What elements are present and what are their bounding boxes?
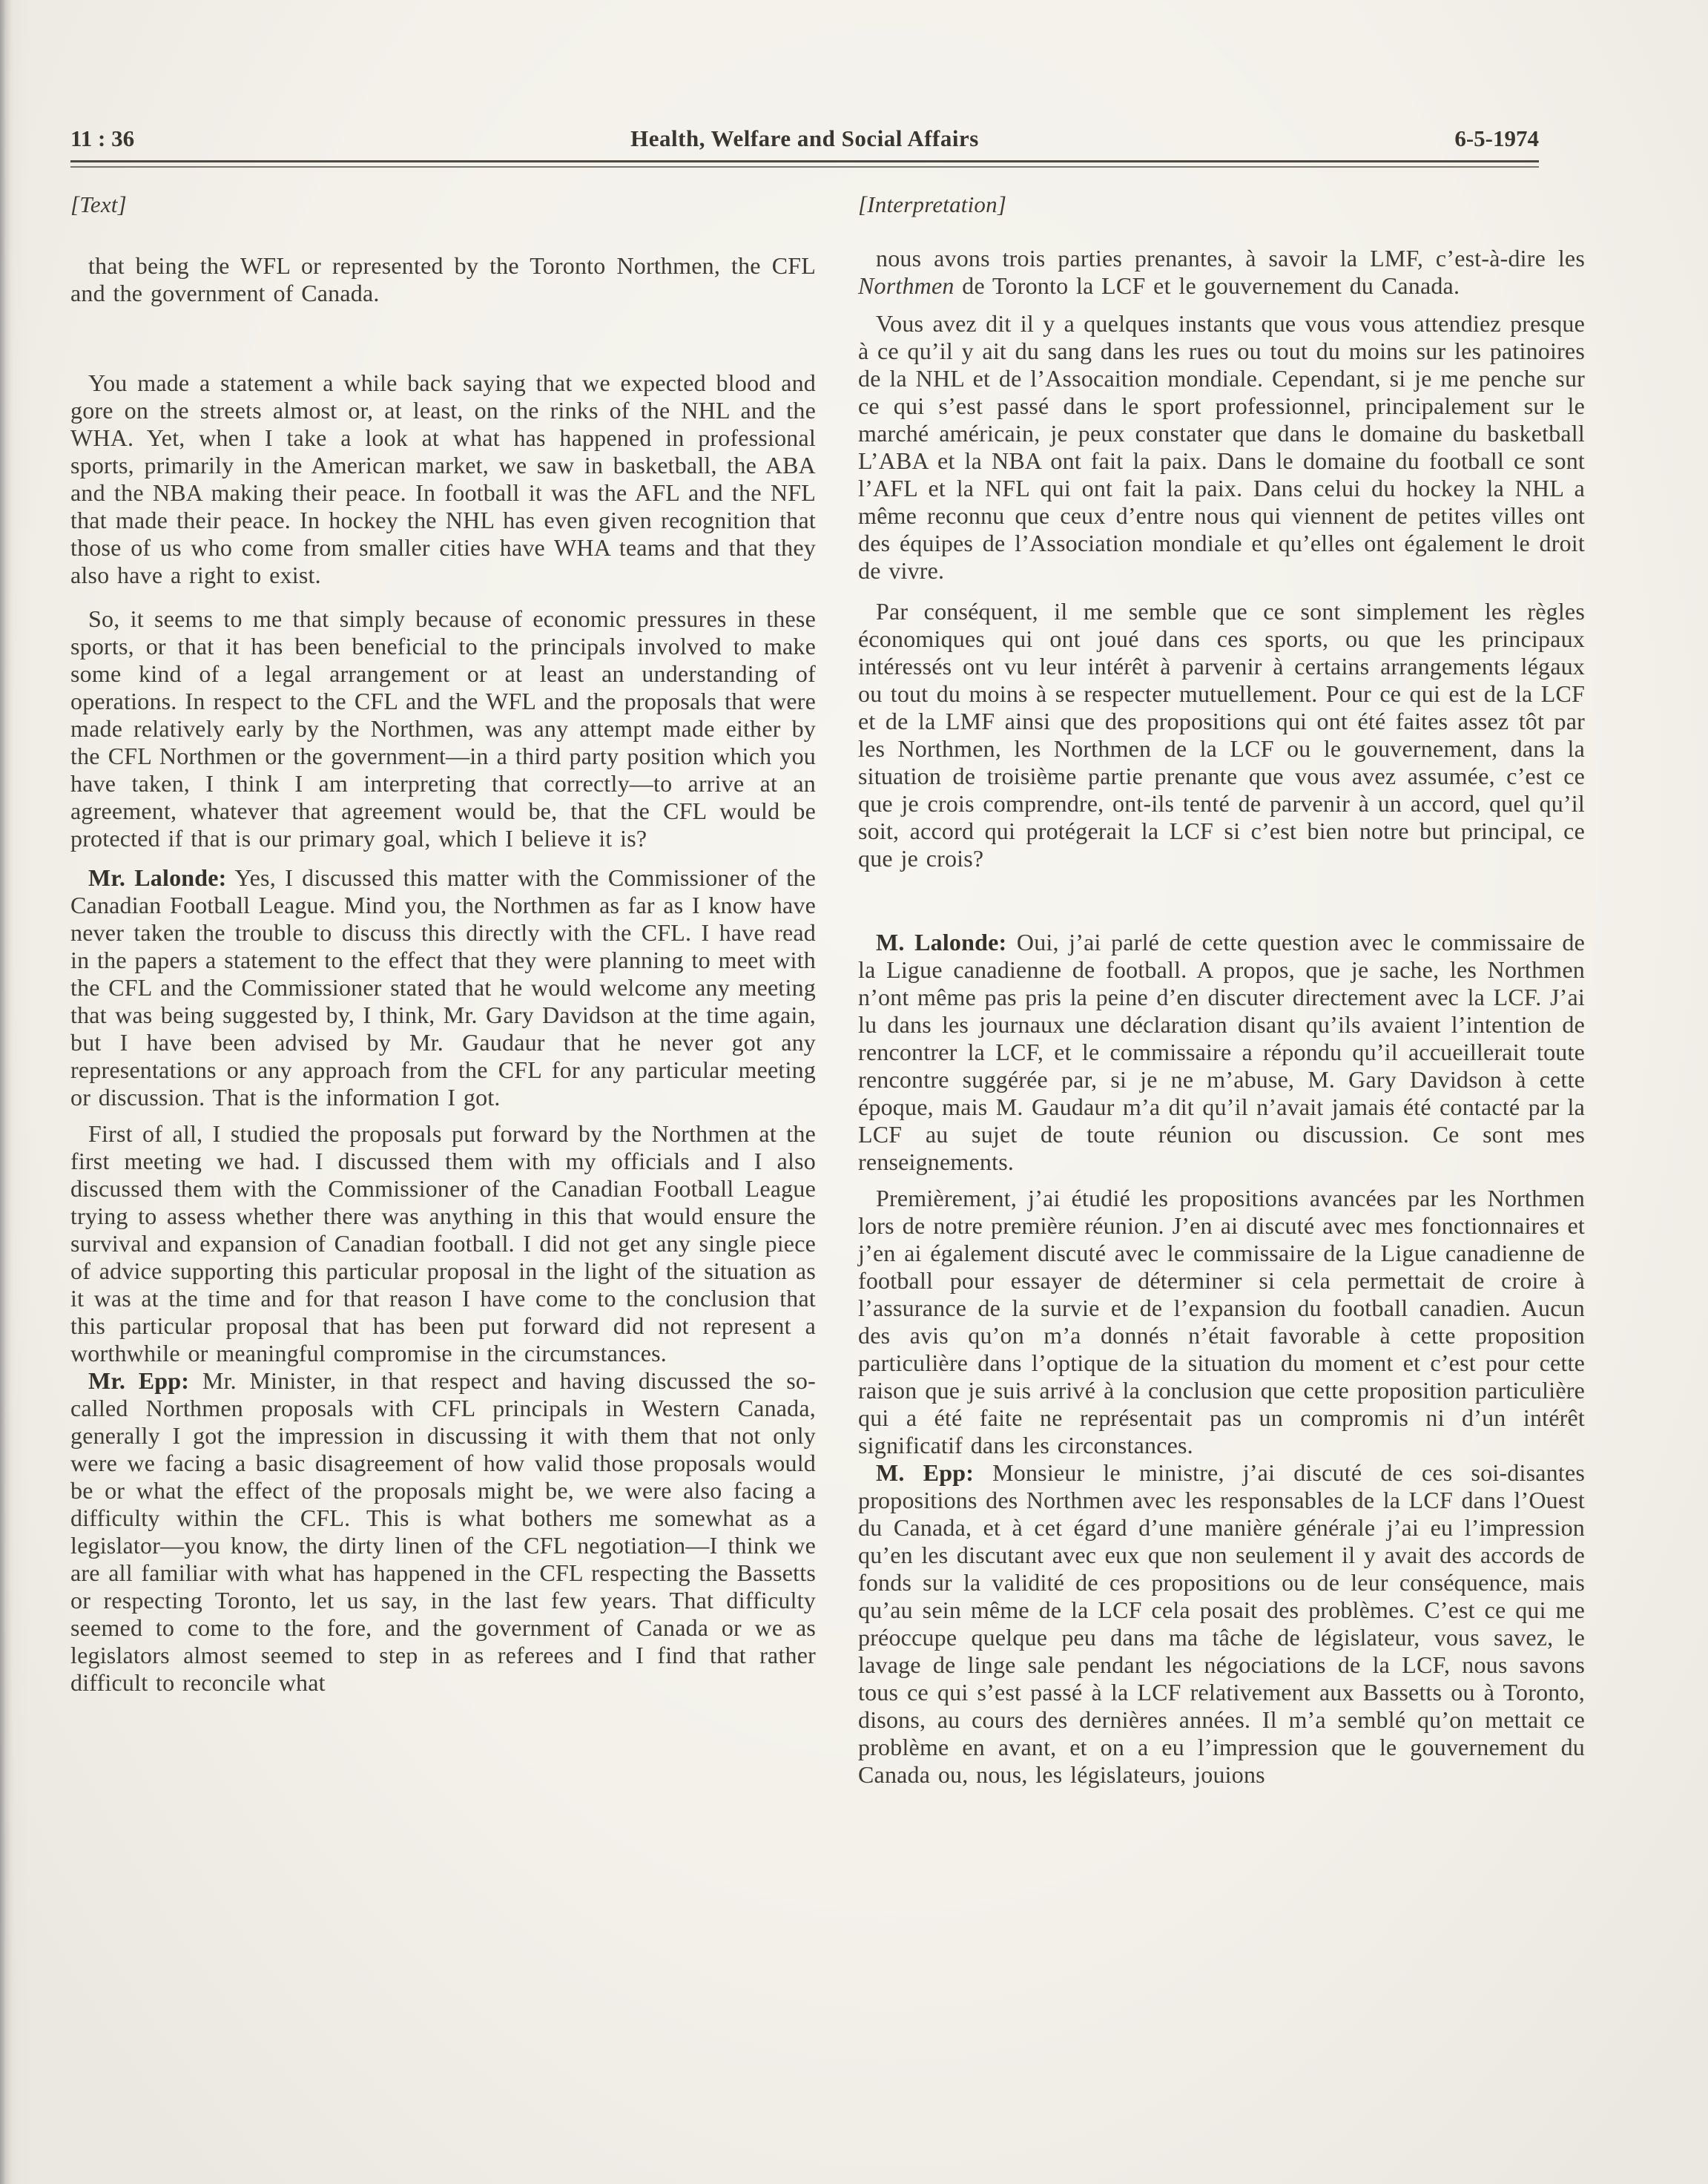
body-text: Vous avez dit il y a quelques instants que vous vous attendiez presque à ce qu’il y ait du sang dans les rues ou tout du moins sur les patinoires de la NHL et de l’Assocaition mondiale. Cependant, si je me penche sur ce qui s’est passé dans le sport professionnel, principalement sur le marché américain, je peux constater que dans le domaine du basketball L’ABA et la NBA ont fait la paix. Dans le domaine du football ce sont l’AFL et la NFL qui ont fait la paix. Dans celui du hockey la NHL a même reconnu que ceux d’entre nous qui viennent de petites villes ont des équipes de l’Association mondiale et qu’elles ont également le droit de vivre. — [858, 310, 1585, 584]
italic-text: Northmen — [858, 272, 954, 299]
body-text: Monsieur le ministre, j’ai discuté de ces soi-disantes propositions des Northmen avec les responsables de la LCF dans l’Ouest du Canada, et à cet égard d’une manière générale j’ai eu l’impression qu’en les discutant avec eux que non seulement il y avait des accords de fonds sur la validité de ces propositions ou de leur conséquence, mais qu’au sein même de la LCF cela posait des problèmes. C’est ce qui me préoccupe quelque peu dans ma tâche de législateur, vous savez, le lavage de linge sale pendant les négociations de la LCF, nous savons tous ce qui s’est passé à la LCF relativement aux Bassetts ou à Toronto, disons, au cours des dernières années. Il m’a semblé qu’on mettait ce problème en avant, et on a eu l’impression que le gouvernement du Canada ou, nous, les législateurs, jouions — [858, 1459, 1585, 1788]
body-text: So, it seems to me that simply because of economic pressures in these sports, or that it has been beneficial to the principals involved to make some kind of a legal arrangement or at least an understanding of operations. In respect to the CFL and the WFL and the proposals that were made relatively early by the Northmen, was any attempt made either by the CFL Northmen or the government—in a third party position which you have taken, I think I am interpreting that correctly—to arrive at an agreement, whatever that agreement would be, that the CFL would be protected if that is our primary goal, which I believe it is? — [70, 605, 816, 852]
paragraph — [858, 1459, 1585, 1789]
paragraph — [70, 864, 816, 1111]
speaker-name: Mr. Epp: — [88, 1367, 190, 1394]
body-text: Yes, I discussed this matter with the Commissioner of the Canadian Football League. Mind you, the Northmen as far as I know have never taken the trouble to discuss this directly with the CFL. I have read in the papers a statement to the effect that they were planning to meet with the CFL and the Commissioner stated that he would welcome any meeting that was being suggested by, I think, Mr. Gary Davidson at the time again, but I have been advised by Mr. Gaudaur that he never got any representations or any approach from the CFL for any particular meeting or discussion. That is the information I got. — [70, 864, 816, 1111]
paragraph — [858, 598, 1585, 872]
paragraph — [70, 252, 816, 307]
paragraph — [858, 310, 1585, 585]
body-text: Par conséquent, il me semble que ce sont simplement les règles économiques qui ont joué dans ces sports, ou que les principaux intéressés ont vu leur intérêt à parvenir à certains arrangements légaux ou tout du moins à se respecter mutuellement. Pour ce qui est de la LCF et de la LMF ainsi que des propositions qui ont été faites assez tôt par les Northmen, les Northmen de la LCF ou le gouvernement, dans la situation de troisième partie prenante que vous avez assumée, c’est ce que je crois comprendre, ont-ils tenté de parvenir à un accord, quel qu’il soit, accord qui protégerait la LCF si c’est bien notre but principal, ce que je crois? — [858, 598, 1585, 872]
paragraph — [70, 605, 816, 852]
text-column — [70, 191, 816, 1697]
paragraph — [858, 245, 1585, 300]
body-text: that being the WFL or represented by the Toronto Northmen, the CFL and the government of Canada. — [70, 252, 816, 306]
header-rule — [70, 160, 1539, 168]
paragraph — [70, 1120, 816, 1367]
speaker-name: Mr. Lalonde: — [88, 864, 227, 891]
text-column-label: [Text] — [70, 191, 127, 217]
body-text: nous avons trois parties prenantes, à savoir la LMF, c’est-à-dire les — [876, 245, 1585, 272]
body-text: Mr. Minister, in that respect and having discussed the so-called Northmen proposals with CFL principals in Western Canada, generally I got the impression in discussing it with them that not only were we facing a basic disagreement of how valid those proposals would be or what the effect of the proposals might be, we were also facing a difficulty within the CFL. This is what bothers me somewhat as a legislator—you know, the dirty linen of the CFL negotiation—I think we are all familiar with what has happened in the CFL respecting the Bassetts or respecting Toronto, let us say, in the last few years. That difficulty seemed to come to the fore, and the government of Canada or we as legislators almost seemed to step in as referees and I find that rather difficult to reconcile what — [70, 1367, 816, 1696]
header-date: 6-5-1974 — [1454, 125, 1539, 151]
page-number: 11 : 36 — [70, 125, 135, 151]
speaker-name: M. Epp: — [876, 1459, 975, 1486]
page-edge-shadow — [0, 0, 10, 2184]
interpretation-column — [858, 191, 1585, 1789]
body-text: You made a statement a while back saying that we expected blood and gore on the streets almost or, at least, on the rinks of the NHL and the WHA. Yet, when I take a look at what has happened in professional sports, primarily in the American market, we saw in basketball, the ABA and the NBA making their peace. In football it was the AFL and the NFL that made their peace. In hockey the NHL has even given recognition that those of us who come from smaller cities have WHA teams and that they also have a right to exist. — [70, 369, 816, 588]
body-text: Premièrement, j’ai étudié les propositions avancées par les Northmen lors de notre première réunion. J’en ai discuté avec mes fonctionnaires et j’en ai également discuté avec le commissaire de la Ligue canadienne de football pour essayer de déterminer si cela permettait de croire à l’assurance de la survie et de l’expansion du football canadien. Aucun des avis qu’on m’a donnés n’était favorable à cette proposition particulière dans l’optique de la situation du moment et c’est pour cette raison que je suis arrivé à la conclusion que cette proposition particulière qui a été faite ne représentait pas un compromis ni d’un intérêt significatif dans les circonstances. — [858, 1185, 1585, 1458]
paragraph — [70, 1367, 816, 1697]
body-text: Oui, j’ai parlé de cette question avec le commissaire de la Ligue canadienne de football. A propos, que je sache, les Northmen n’ont même pas pris la peine d’en discuter directement avec la LCF. J’ai lu dans les journaux une déclaration disant qu’ils avaient l’intention de rencontrer la LCF, et le commissaire a répondu qu’il accueillerait toute rencontre suggérée par, si je ne m’abuse, M. Gary Davidson à cette époque, mais M. Gaudaur m’a dit qu’il n’avait jamais été contacté par la LCF au sujet de toute réunion ou discussion. Ce sont mes renseignements. — [858, 929, 1585, 1175]
interpretation-column-label: [Interpretation] — [858, 191, 1007, 217]
paragraph — [858, 929, 1585, 1176]
page-title: Health, Welfare and Social Affairs — [630, 125, 979, 151]
speaker-name: M. Lalonde: — [876, 929, 1007, 956]
paragraph — [858, 1185, 1585, 1459]
page-header — [70, 125, 1539, 154]
body-text: First of all, I studied the proposals put forward by the Northmen at the first meeting we had. I discussed them with my officials and I also discussed them with the Commissioner of the Canadian Football League trying to assess whether there was anything in this that would ensure the survival and expansion of Canadian football. I did not get any single piece of advice supporting this particular proposal in the light of the situation as it was at the time and for that reason I have come to the conclusion that this particular proposal that has been put forward did not represent a worthwhile or meaningful compromise in the circumstances. — [70, 1120, 816, 1366]
paragraph — [70, 369, 816, 589]
body-text: de Toronto la LCF et le gouvernement du Canada. — [954, 272, 1460, 299]
